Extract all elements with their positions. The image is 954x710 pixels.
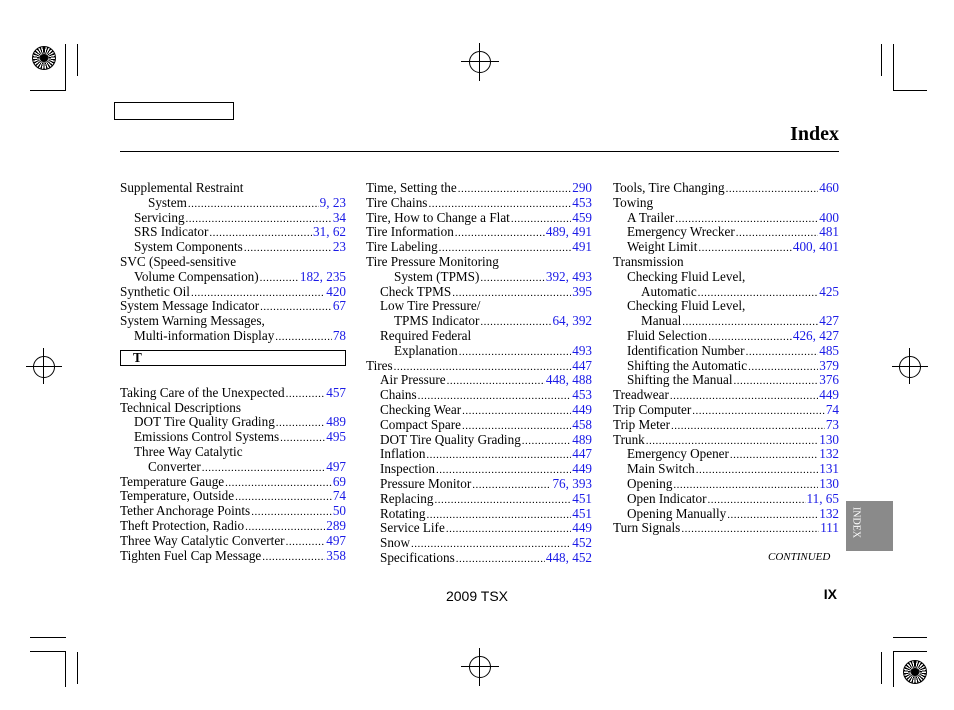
index-entry[interactable] bbox=[366, 181, 592, 196]
page-reference-link[interactable]: 497 bbox=[326, 532, 346, 548]
index-entry bbox=[366, 299, 592, 314]
page-reference-link[interactable]: 74 bbox=[825, 401, 839, 417]
dot-leader bbox=[260, 271, 299, 286]
index-entry-label: Multi-information Display bbox=[134, 327, 275, 343]
page-reference-link[interactable]: 132 bbox=[819, 505, 839, 521]
page-reference-link[interactable]: 31, 62 bbox=[313, 224, 346, 240]
page-reference-link[interactable]: 78 bbox=[332, 327, 346, 343]
index-entry bbox=[613, 196, 839, 211]
index-entry[interactable] bbox=[366, 551, 592, 566]
index-entry-label: Compact Spare bbox=[380, 416, 461, 432]
page-reference-link[interactable]: 452 bbox=[572, 535, 592, 551]
page-reference-link[interactable]: 449 bbox=[572, 461, 592, 477]
index-entry-label: Time, Setting the bbox=[366, 180, 457, 195]
index-entry[interactable] bbox=[613, 462, 839, 477]
dot-leader bbox=[244, 241, 332, 256]
index-entry[interactable] bbox=[613, 329, 839, 344]
index-entry-label: System Message Indicator bbox=[120, 298, 260, 314]
dot-leader bbox=[730, 448, 818, 463]
index-entry bbox=[120, 314, 346, 329]
index-entry-label: Turn Signals bbox=[613, 520, 681, 536]
continued-note: CONTINUED bbox=[768, 551, 831, 563]
index-entry[interactable] bbox=[120, 329, 346, 344]
page-reference-link[interactable]: 489 bbox=[326, 414, 346, 430]
dot-leader bbox=[681, 522, 819, 537]
dot-leader bbox=[286, 535, 326, 550]
index-entry-label: Temperature Gauge bbox=[120, 473, 225, 489]
dot-leader bbox=[447, 374, 545, 389]
index-entry-label: Snow bbox=[380, 535, 411, 551]
index-entry-label: Opening bbox=[627, 475, 673, 491]
dot-leader bbox=[472, 478, 551, 493]
index-entry-label: Tire Chains bbox=[366, 194, 428, 210]
page-reference-link[interactable]: 290 bbox=[572, 180, 592, 195]
index-entry[interactable] bbox=[613, 344, 839, 359]
index-entry-label: Technical Descriptions bbox=[120, 399, 242, 415]
index-entry bbox=[120, 255, 346, 270]
index-entry-label: Tire, How to Change a Flat bbox=[366, 209, 510, 225]
index-entry[interactable] bbox=[613, 507, 839, 522]
dot-leader bbox=[446, 522, 571, 537]
index-entry-label: Fluid Selection bbox=[627, 327, 708, 343]
title-rule bbox=[120, 151, 839, 152]
page-reference-link[interactable]: 453 bbox=[572, 387, 592, 403]
dot-leader bbox=[670, 389, 818, 404]
index-entry-label: Trip Meter bbox=[613, 416, 671, 432]
page-reference-link[interactable]: 497 bbox=[326, 458, 346, 474]
index-entry[interactable] bbox=[613, 240, 839, 255]
index-entry[interactable] bbox=[120, 386, 346, 401]
index-entry-label: Tools, Tire Changing bbox=[613, 180, 725, 195]
page-reference-link[interactable]: 449 bbox=[819, 387, 839, 403]
index-entry-label: Tires bbox=[366, 357, 393, 373]
index-entry[interactable] bbox=[366, 240, 592, 255]
index-entry-label: Opening Manually bbox=[627, 505, 727, 521]
index-entry-label: Weight Limit bbox=[627, 239, 698, 255]
index-entry-label: Converter bbox=[148, 458, 201, 474]
page-reference-link[interactable]: 427 bbox=[819, 313, 839, 329]
index-entry-label: Checking Wear bbox=[380, 401, 462, 417]
index-entry-label: Rotating bbox=[380, 505, 426, 521]
index-entry-label: Tether Anchorage Points bbox=[120, 503, 251, 519]
index-entry-label: System (TPMS) bbox=[394, 268, 480, 284]
dot-leader bbox=[426, 508, 571, 523]
index-entry[interactable] bbox=[366, 270, 592, 285]
index-entry[interactable] bbox=[613, 521, 839, 536]
page-reference-link[interactable]: 460 bbox=[819, 180, 839, 195]
index-entry[interactable] bbox=[613, 225, 839, 240]
dot-leader bbox=[748, 360, 818, 375]
index-entry-label: Tighten Fuel Cap Message bbox=[120, 547, 262, 563]
page-reference-link[interactable]: 376 bbox=[819, 372, 839, 388]
page-reference-link[interactable]: 392, 493 bbox=[545, 268, 592, 284]
dot-leader bbox=[458, 182, 571, 197]
index-entry[interactable] bbox=[120, 299, 346, 314]
index-entry[interactable] bbox=[120, 534, 346, 549]
index-entry-label: Manual bbox=[641, 313, 682, 329]
index-entry-label: Replacing bbox=[380, 490, 434, 506]
dot-leader bbox=[276, 416, 325, 431]
index-entry-label: Transmission bbox=[613, 253, 684, 269]
index-entry[interactable] bbox=[120, 240, 346, 255]
index-entry-label: Tire Information bbox=[366, 224, 454, 240]
index-entry-label: System Warning Messages, bbox=[120, 313, 265, 329]
index-entry bbox=[613, 299, 839, 314]
page-reference-link[interactable]: 400, 401 bbox=[792, 239, 839, 255]
index-entry-label: DOT Tire Quality Grading bbox=[380, 431, 521, 447]
page-reference-link[interactable]: 379 bbox=[819, 357, 839, 373]
page-reference-link[interactable]: 23 bbox=[332, 239, 346, 255]
page-reference-link[interactable]: 131 bbox=[819, 461, 839, 477]
index-entry[interactable] bbox=[366, 196, 592, 211]
index-entry[interactable] bbox=[613, 314, 839, 329]
index-entry[interactable] bbox=[120, 489, 346, 504]
index-entry[interactable] bbox=[120, 475, 346, 490]
dot-leader bbox=[480, 315, 551, 330]
dot-leader bbox=[280, 431, 325, 446]
index-entry[interactable] bbox=[120, 270, 346, 285]
index-entry[interactable] bbox=[120, 285, 346, 300]
index-entry[interactable] bbox=[366, 314, 592, 329]
index-entry[interactable] bbox=[120, 460, 346, 475]
index-entry-label: Inspection bbox=[380, 461, 435, 477]
index-entry[interactable] bbox=[613, 373, 839, 388]
index-entry[interactable] bbox=[613, 211, 839, 226]
index-entry[interactable] bbox=[366, 462, 592, 477]
dot-leader bbox=[260, 300, 332, 315]
page-reference-link[interactable]: 111 bbox=[820, 520, 839, 536]
index-entry-label: Inflation bbox=[380, 446, 426, 462]
dot-leader bbox=[692, 404, 825, 419]
page-reference-link[interactable]: 451 bbox=[572, 505, 592, 521]
index-entry-label: Automatic bbox=[641, 283, 697, 299]
index-entry[interactable] bbox=[120, 415, 346, 430]
page-reference-link[interactable]: 64, 392 bbox=[552, 313, 592, 329]
index-entry-label: Three Way Catalytic bbox=[134, 443, 243, 459]
index-entry bbox=[120, 181, 346, 196]
index-entry-label: Trunk bbox=[613, 431, 645, 447]
dot-leader bbox=[262, 550, 325, 565]
index-entry[interactable] bbox=[366, 225, 592, 240]
index-column-2 bbox=[366, 181, 592, 566]
index-entry-label: A Trailer bbox=[627, 209, 675, 225]
index-entry[interactable] bbox=[613, 433, 839, 448]
page-reference-link[interactable]: 130 bbox=[819, 431, 839, 447]
index-entry[interactable] bbox=[613, 492, 839, 507]
index-entry bbox=[120, 401, 346, 416]
index-entry[interactable] bbox=[366, 507, 592, 522]
header-box bbox=[114, 102, 234, 120]
page-reference-link[interactable]: 459 bbox=[572, 209, 592, 225]
dot-leader bbox=[696, 463, 818, 478]
dot-leader bbox=[275, 330, 332, 345]
page-reference-link[interactable]: 130 bbox=[819, 475, 839, 491]
dot-leader bbox=[225, 476, 332, 491]
dot-leader bbox=[480, 271, 544, 286]
index-entry-label: Synthetic Oil bbox=[120, 283, 190, 299]
page-reference-link[interactable]: 447 bbox=[572, 446, 592, 462]
index-entry[interactable] bbox=[613, 447, 839, 462]
dot-leader bbox=[671, 419, 825, 434]
index-entry-label: Checking Fluid Level, bbox=[627, 268, 746, 284]
page-reference-link[interactable]: 449 bbox=[572, 401, 592, 417]
index-entry-label: Volume Compensation) bbox=[134, 268, 259, 284]
page-reference-link[interactable]: 426, 427 bbox=[792, 327, 839, 343]
index-entry[interactable] bbox=[366, 359, 592, 374]
dot-leader bbox=[455, 226, 545, 241]
dot-leader bbox=[726, 182, 819, 197]
page-reference-link[interactable]: 451 bbox=[572, 490, 592, 506]
index-entry-label: Open Indicator bbox=[627, 490, 707, 506]
index-entry-label: Temperature, Outside bbox=[120, 488, 235, 504]
index-entry[interactable] bbox=[366, 477, 592, 492]
index-entry[interactable] bbox=[613, 418, 839, 433]
index-entry[interactable] bbox=[366, 521, 592, 536]
index-entry bbox=[613, 255, 839, 270]
index-entry-label: Pressure Monitor bbox=[380, 475, 472, 491]
page-reference-link[interactable]: 495 bbox=[326, 429, 346, 445]
index-entry-label: Supplemental Restraint bbox=[120, 180, 244, 195]
page-reference-link[interactable]: 489 bbox=[572, 431, 592, 447]
page-reference-link[interactable]: 448, 452 bbox=[545, 549, 592, 565]
page-reference-link[interactable]: 50 bbox=[332, 503, 346, 519]
dot-leader bbox=[746, 345, 819, 360]
page-reference-link[interactable]: 453 bbox=[572, 194, 592, 210]
index-entry-label: Service Life bbox=[380, 520, 445, 536]
page-reference-link[interactable]: 420 bbox=[326, 283, 346, 299]
index-entry-label: Identification Number bbox=[627, 342, 745, 358]
index-entry-label: Servicing bbox=[134, 209, 185, 225]
index-entry[interactable] bbox=[366, 492, 592, 507]
index-entry-label: Tire Labeling bbox=[366, 239, 438, 255]
index-entry[interactable] bbox=[120, 211, 346, 226]
index-entry-label: Theft Protection, Radio bbox=[120, 517, 245, 533]
index-entry-label: Tire Pressure Monitoring bbox=[366, 253, 499, 269]
page-reference-link[interactable]: 489, 491 bbox=[545, 224, 592, 240]
index-entry[interactable] bbox=[120, 430, 346, 445]
index-entry-label: Shifting the Automatic bbox=[627, 357, 748, 373]
dot-leader bbox=[434, 493, 571, 508]
index-entry-label: Required Federal bbox=[380, 327, 472, 343]
index-entry-label: DOT Tire Quality Grading bbox=[134, 414, 275, 430]
index-column-1 bbox=[120, 181, 346, 563]
index-entry[interactable] bbox=[366, 433, 592, 448]
footer-page-number: IX bbox=[823, 586, 837, 602]
index-entry bbox=[120, 445, 346, 460]
dot-leader bbox=[188, 197, 319, 212]
index-entry-label: TPMS Indicator bbox=[394, 313, 480, 329]
page-reference-link[interactable]: 457 bbox=[326, 384, 346, 400]
page-reference-link[interactable]: 491 bbox=[572, 239, 592, 255]
index-entry-label: Main Switch bbox=[627, 461, 695, 477]
footer-model: 2009 TSX bbox=[445, 588, 508, 604]
index-entry-label: Taking Care of the Unexpected bbox=[120, 384, 285, 400]
page-reference-link[interactable]: 76, 393 bbox=[552, 475, 592, 491]
index-entry-label: Checking Fluid Level, bbox=[627, 298, 746, 314]
index-entry[interactable] bbox=[613, 181, 839, 196]
page-reference-link[interactable]: 132 bbox=[819, 446, 839, 462]
page-reference-link[interactable]: 425 bbox=[819, 283, 839, 299]
index-entry-label: Air Pressure bbox=[380, 372, 446, 388]
dot-leader bbox=[522, 434, 571, 449]
page-reference-link[interactable]: 9, 23 bbox=[319, 194, 346, 210]
page-reference-link[interactable]: 11, 65 bbox=[806, 490, 839, 506]
page-reference-link[interactable]: 449 bbox=[572, 520, 592, 536]
index-entry-label: Emissions Control Systems bbox=[134, 429, 280, 445]
index-entry[interactable] bbox=[366, 536, 592, 551]
page-reference-link[interactable]: 481 bbox=[819, 224, 839, 240]
page-reference-link[interactable]: 485 bbox=[819, 342, 839, 358]
dot-leader bbox=[286, 387, 326, 402]
index-entry[interactable] bbox=[613, 359, 839, 374]
index-entry-label: Trip Computer bbox=[613, 401, 692, 417]
index-entry[interactable] bbox=[613, 403, 839, 418]
index-entry-label: Towing bbox=[613, 194, 654, 210]
index-entry-label: Emergency Wrecker bbox=[627, 224, 735, 240]
page-reference-link[interactable]: 400 bbox=[819, 209, 839, 225]
index-entry-label: System bbox=[148, 194, 187, 210]
index-entry[interactable] bbox=[120, 504, 346, 519]
index-entry[interactable] bbox=[366, 344, 592, 359]
dot-leader bbox=[462, 404, 571, 419]
page-reference-link[interactable]: 289 bbox=[326, 517, 346, 533]
page-reference-link[interactable]: 69 bbox=[332, 473, 346, 489]
dot-leader bbox=[727, 508, 818, 523]
index-entry-label: Treadwear bbox=[613, 387, 669, 403]
index-entry bbox=[613, 270, 839, 285]
page-reference-link[interactable]: 67 bbox=[332, 298, 346, 314]
index-entry[interactable] bbox=[366, 447, 592, 462]
index-entry[interactable] bbox=[613, 477, 839, 492]
index-entry-label: Emergency Opener bbox=[627, 446, 729, 462]
page-reference-link[interactable]: 395 bbox=[572, 283, 592, 299]
dot-leader bbox=[734, 374, 819, 389]
page-reference-link[interactable]: 448, 488 bbox=[545, 372, 592, 388]
page-reference-link[interactable]: 493 bbox=[572, 342, 592, 358]
dot-leader bbox=[251, 505, 332, 520]
page-reference-link[interactable]: 458 bbox=[572, 416, 592, 432]
dot-leader bbox=[698, 241, 791, 256]
page-reference-link[interactable]: 74 bbox=[332, 488, 346, 504]
index-entry-label: Three Way Catalytic Converter bbox=[120, 532, 285, 548]
dot-leader bbox=[426, 448, 571, 463]
index-entry[interactable] bbox=[366, 418, 592, 433]
index-entry[interactable] bbox=[120, 549, 346, 564]
index-entry-label: SRS Indicator bbox=[134, 224, 209, 240]
index-entry bbox=[366, 255, 592, 270]
index-entry-label: Chains bbox=[380, 387, 417, 403]
page-reference-link[interactable]: 34 bbox=[332, 209, 346, 225]
page-reference-link[interactable]: 358 bbox=[326, 547, 346, 563]
dot-leader bbox=[456, 552, 545, 567]
index-entry-label: Specifications bbox=[380, 549, 455, 565]
index-entry-label: Check TPMS bbox=[380, 283, 452, 299]
page-reference-link[interactable]: 73 bbox=[825, 416, 839, 432]
page-reference-link[interactable]: 447 bbox=[572, 357, 592, 373]
index-entry bbox=[366, 329, 592, 344]
index-entry-label: System Components bbox=[134, 239, 243, 255]
index-entry[interactable] bbox=[120, 225, 346, 240]
index-entry[interactable] bbox=[366, 373, 592, 388]
index-entry-label: Low Tire Pressure/ bbox=[380, 298, 481, 314]
index-entry-label: SVC (Speed-sensitive bbox=[120, 253, 237, 269]
index-entry[interactable] bbox=[366, 403, 592, 418]
index-column-3 bbox=[613, 181, 839, 536]
index-entry[interactable] bbox=[366, 285, 592, 300]
dot-leader bbox=[459, 345, 571, 360]
page-title: Index bbox=[790, 123, 839, 145]
index-entry[interactable] bbox=[366, 211, 592, 226]
index-entry[interactable] bbox=[613, 285, 839, 300]
page-reference-link[interactable]: 182, 235 bbox=[299, 268, 346, 284]
index-entry[interactable] bbox=[366, 388, 592, 403]
index-entry[interactable] bbox=[120, 196, 346, 211]
side-tab-label: INDEX bbox=[850, 506, 862, 539]
index-entry-label: Shifting the Manual bbox=[627, 372, 733, 388]
index-entry-label: Explanation bbox=[394, 342, 458, 358]
section-letter-heading: T bbox=[120, 350, 346, 366]
index-entry[interactable] bbox=[613, 388, 839, 403]
index-entry[interactable] bbox=[120, 519, 346, 534]
